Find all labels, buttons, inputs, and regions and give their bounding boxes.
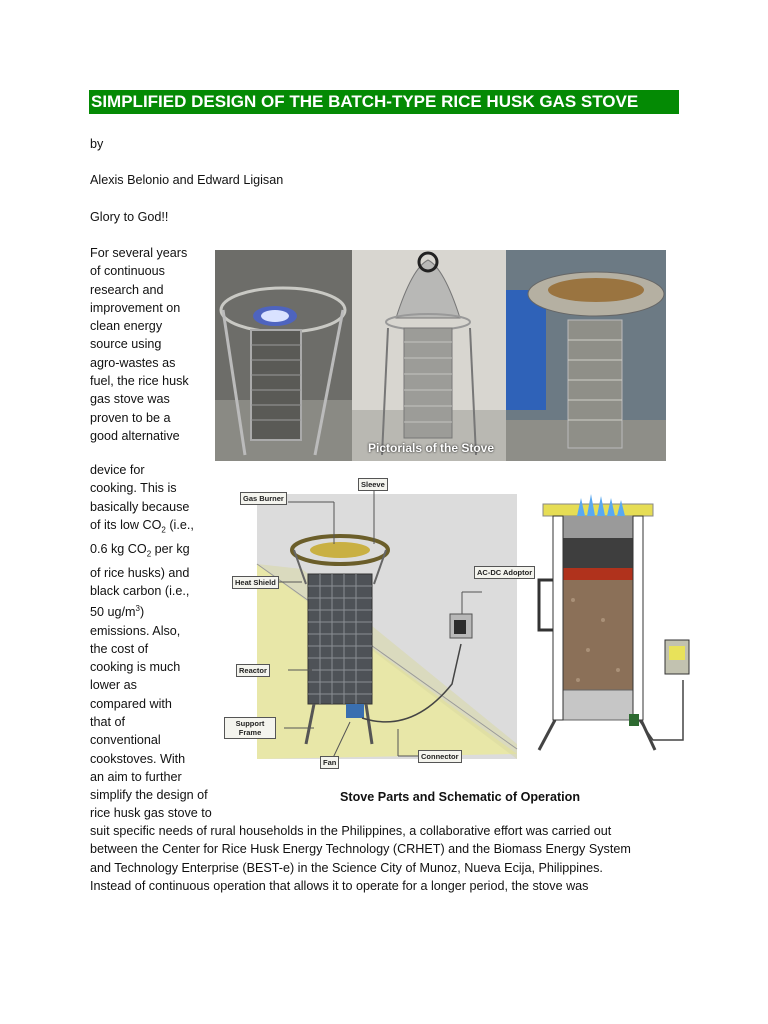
text-line: of continuous	[90, 264, 165, 279]
label-support-frame: Support Frame	[224, 717, 276, 739]
text-line: device for	[90, 463, 145, 477]
text-line: basically because	[90, 499, 190, 514]
text-line: good alternative	[90, 428, 180, 443]
byline: by	[90, 137, 104, 151]
stove-photo-2	[352, 250, 506, 461]
text-line: cooking is much	[90, 660, 181, 675]
text-line: cooking. This is	[90, 481, 177, 496]
document-title: SIMPLIFIED DESIGN OF THE BATCH-TYPE RICE HUSK GAS STOVE	[89, 90, 679, 114]
stove-photo-3	[506, 250, 666, 461]
text-line: research and	[90, 282, 164, 297]
text-line: that of	[90, 715, 126, 730]
label-acdc-adaptor: AC-DC Adoptor	[474, 566, 535, 579]
text-line: cookstoves. With	[90, 751, 186, 766]
text-line: agro-wastes as	[90, 355, 176, 370]
label-connector: Connector	[418, 750, 462, 763]
text-line: For several years	[90, 246, 188, 260]
text-line: gas stove was	[90, 392, 170, 407]
paragraph-2	[90, 461, 194, 786]
text-line: between the Center for Rice Husk Energy Technology (CRHET) and the Biomass Energy System	[90, 842, 631, 857]
paragraph-3	[90, 786, 212, 823]
text-line: emissions. Also,	[90, 623, 181, 638]
text-line: of rice husks) and	[90, 565, 190, 580]
authors: Alexis Belonio and Edward Ligisan	[90, 173, 284, 187]
paragraph-full	[90, 822, 631, 895]
stove-photos	[215, 250, 666, 461]
label-sleeve: Sleeve	[358, 478, 388, 491]
photo-caption: Pictorials of the Stove	[368, 441, 495, 455]
text-line: black carbon (i.e.,	[90, 583, 190, 598]
text-line: the cost of	[90, 641, 149, 656]
text-line: rice husk gas stove to	[90, 806, 212, 821]
label-reactor: Reactor	[236, 664, 270, 677]
stove-schematic	[533, 490, 698, 760]
text-line: source using	[90, 337, 162, 352]
label-gas-burner: Gas Burner	[240, 492, 287, 505]
text-line: Instead of continuous operation that allows it to operate for a longer period, the stove was	[90, 878, 589, 893]
text-line: lower as	[90, 678, 137, 693]
text-line: an aim to further	[90, 769, 182, 784]
text-line: 0.6 kg $CO_2$ per kg	[90, 541, 190, 559]
text-line: of its low $CO_2$ (i.e.,	[90, 517, 194, 535]
dedication: Glory to God!!	[90, 210, 169, 224]
text-line: conventional	[90, 733, 161, 748]
label-fan: Fan	[320, 756, 339, 769]
text-line: clean energy	[90, 319, 163, 334]
text-line: and Technology Enterprise (BEST-e) in the Science City of Munoz, Nueva Ecija, Philippines.	[90, 860, 603, 875]
text-line: proven to be a	[90, 410, 171, 425]
paragraph-1	[90, 244, 189, 445]
text-line: improvement on	[90, 300, 181, 315]
stove-photo-1	[215, 250, 352, 461]
label-heat-shield: Heat Shield	[232, 576, 279, 589]
stove-parts-diagram	[222, 474, 532, 774]
text-line: fuel, the rice husk	[90, 374, 189, 389]
text-line: suit specific needs of rural households in the Philippines, a collaborative effort was carried out	[90, 824, 612, 838]
figure-caption: Stove Parts and Schematic of Operation	[340, 790, 581, 804]
text-line: compared with	[90, 696, 172, 711]
text-line: simplify the design of	[90, 788, 208, 802]
text-line: 50 $ug/m^3$)	[90, 604, 145, 620]
